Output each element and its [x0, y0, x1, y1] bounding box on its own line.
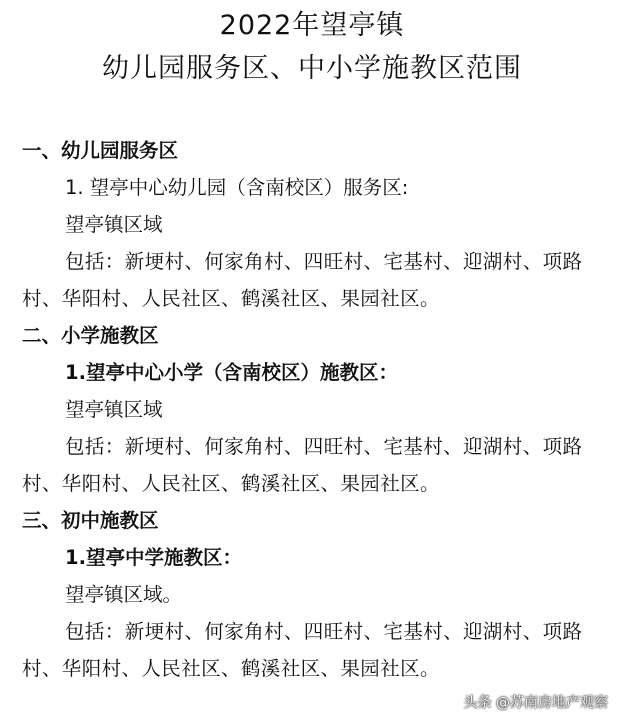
- area-text: 望亭镇区域。: [65, 583, 183, 606]
- area-text: 望亭镇区域: [65, 398, 163, 421]
- title-line-1: 2022年望亭镇: [219, 10, 405, 41]
- document-title: [0, 0, 624, 88]
- watermark: 头条 @苏南房地产观察: [463, 695, 608, 711]
- section-primary-school: [22, 317, 604, 502]
- sub-heading: 1.望亭中学施教区：: [65, 546, 242, 569]
- section-heading: 一、幼儿园服务区: [22, 139, 179, 162]
- section-kindergarten: [22, 132, 604, 317]
- includes-text: 包括：新埂村、何家角村、四旺村、宅基村、迎湖村、项路村、华阳村、人民社区、鹤溪社区、果园社区。: [22, 620, 583, 680]
- section-heading: 三、初中施教区: [22, 509, 159, 532]
- area-text: 望亭镇区域: [65, 213, 163, 236]
- sub-heading: 1.望亭中心小学（含南校区）施教区：: [65, 361, 398, 384]
- sub-heading: 1. 望亭中心幼儿园（含南校区）服务区:: [65, 176, 409, 199]
- includes-text: 包括：新埂村、何家角村、四旺村、宅基村、迎湖村、项路村、华阳村、人民社区、鹤溪社区、果园社区。: [22, 435, 583, 495]
- document-body: [22, 132, 604, 687]
- title-line-2: 幼儿园服务区、中小学施教区范围: [102, 53, 522, 84]
- section-middle-school: [22, 502, 604, 687]
- section-heading: 二、小学施教区: [22, 324, 159, 347]
- includes-text: 包括：新埂村、何家角村、四旺村、宅基村、迎湖村、项路村、华阳村、人民社区、鹤溪社区、果园社区。: [22, 250, 583, 310]
